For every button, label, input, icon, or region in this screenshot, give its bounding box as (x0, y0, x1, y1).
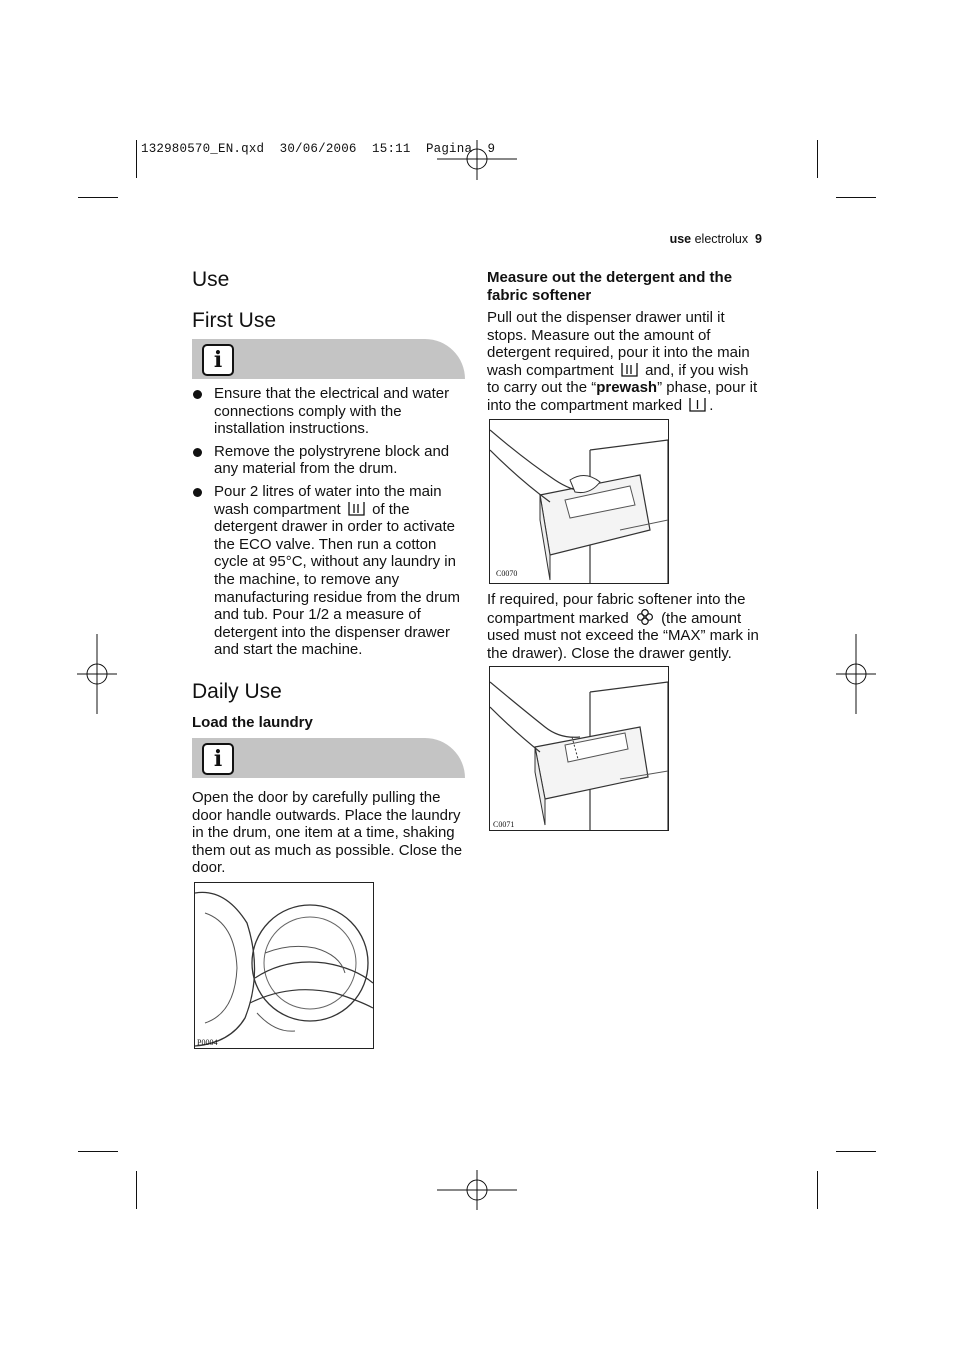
print-slug: 132980570_EN.qxd 30/06/2006 15:11 Pagina 9 (141, 142, 496, 156)
section-title-daily-use: Daily Use (192, 680, 282, 703)
figure-code: C0070 (496, 569, 518, 578)
compartment-II-icon (348, 502, 365, 516)
info-bar (192, 738, 465, 778)
registration-mark (836, 634, 876, 714)
drawer-drawing (490, 667, 668, 830)
softener-drawer-illustration (489, 666, 669, 831)
info-icon: i (202, 344, 234, 376)
bullet-icon (193, 488, 202, 497)
compartment-II-icon (621, 363, 638, 377)
header-section: use (669, 232, 692, 246)
crop-mark (78, 197, 118, 198)
list-item: Remove the polystryrene block and any material from the drum. (192, 443, 466, 478)
crop-mark (78, 1151, 118, 1152)
load-heading: Load the laundry (192, 714, 313, 731)
figure-code: P0004 (197, 1038, 218, 1047)
crop-mark (136, 1171, 137, 1209)
figure-code: C0071 (493, 820, 515, 829)
list-item: Ensure that the electrical and water connections comply with the installation instructions. (192, 385, 466, 438)
info-bar (192, 339, 465, 379)
page-number: 9 (755, 232, 762, 246)
measure-heading: Measure out the detergent and the fabric softener (487, 269, 733, 304)
bullet-icon (193, 448, 202, 457)
measure-text: Pull out the dispenser drawer until it stops. Measure out the amount of detergent required, pour it into the main wash compartment and, if you wish to carry out the “prewash” phase, pour it into the compartment marked . (487, 309, 758, 414)
crop-mark (136, 140, 137, 178)
first-use-list (192, 385, 466, 664)
crop-mark (836, 1151, 876, 1152)
softener-text: If required, pour fabric softener into the compartment marked (the amount used must not exceed the “MAX” mark in the drawer). Close the drawer gently. (487, 591, 759, 662)
load-text: Open the door by carefully pulling the door handle outwards. Place the laundry in the drum, one item at a time, shaking them out as much as possible. Close the door. (192, 789, 463, 877)
info-icon: i (202, 743, 234, 775)
compartment-I-icon (689, 398, 706, 412)
section-title-first-use: First Use (192, 309, 276, 332)
flower-icon (636, 609, 654, 625)
laundry-illustration (194, 882, 374, 1049)
list-item: Pour 2 litres of water into the main wash compartment of the detergent drawer in order to activate the ECO valve. Then run a cotton cycle at 95°C, without any laundry in the machine, to remove any manufacturing residue from the drum and tub. Pour 1/2 a measure of detergent into the dispenser drawer and start the machine. (192, 483, 466, 659)
drawer-drawing (490, 420, 668, 583)
registration-mark (437, 1170, 517, 1210)
crop-mark (817, 140, 818, 178)
header-brand: electrolux (694, 232, 749, 246)
crop-mark (817, 1171, 818, 1209)
registration-mark (77, 634, 117, 714)
running-header (670, 232, 762, 246)
drum-drawing (195, 883, 373, 1048)
bullet-icon (193, 390, 202, 399)
section-title-use: Use (192, 268, 230, 291)
crop-mark (836, 197, 876, 198)
detergent-drawer-illustration (489, 419, 669, 584)
